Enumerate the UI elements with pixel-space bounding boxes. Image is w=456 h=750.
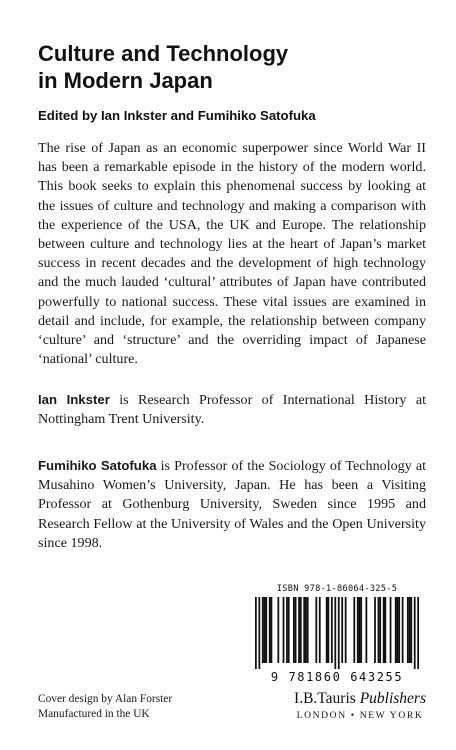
- barcode-bar: [409, 597, 411, 663]
- barcode-bars: [255, 597, 419, 669]
- author-bio-inkster: [38, 390, 426, 429]
- barcode-bar: [398, 597, 400, 663]
- publisher-imprint-word: Publishers: [359, 690, 426, 707]
- barcode-bar: [379, 597, 381, 663]
- book-title-line-1: Culture and Technology: [38, 41, 289, 66]
- barcode-bar: [374, 597, 376, 663]
- barcode-bar: [303, 597, 305, 663]
- barcode-bar: [271, 597, 273, 663]
- barcode-bar: [383, 597, 385, 663]
- author-bio-text: is Professor of the Sociology of Technology at Musahino Women’s University, Japan. He has been a Visiting Professor at Gothenburg University, Sweden since 1995 and Research Fellow at the University of Wales and the Open University since 1998.: [38, 458, 427, 551]
- barcode-bar: [307, 597, 309, 663]
- barcode-bar: [360, 597, 362, 663]
- barcode-bar: [277, 597, 279, 663]
- barcode-bar: [319, 597, 321, 663]
- barcode-bar: [357, 597, 359, 663]
- barcode-bar: [395, 597, 397, 663]
- book-title-line-2: in Modern Japan: [38, 68, 213, 93]
- barcode-bar: [414, 597, 416, 669]
- barcode-bar: [397, 597, 399, 663]
- barcode-bar: [262, 597, 264, 663]
- isbn-barcode: [247, 584, 427, 688]
- publisher-house: I.B.Tauris: [294, 690, 356, 707]
- isbn-label: ISBN 978-1-86064-325-5: [276, 584, 398, 594]
- barcode-bar: [305, 597, 307, 663]
- barcode-bar: [338, 597, 340, 669]
- production-credits: [38, 692, 172, 722]
- barcode-bar: [326, 597, 328, 663]
- barcode-bar: [255, 597, 257, 669]
- manufacture-note: Manufactured in the UK: [38, 708, 150, 720]
- author-name: Ian Inkster: [38, 392, 110, 407]
- barcode-digits: 9 781860 643255: [270, 670, 404, 684]
- barcode-bar: [407, 597, 409, 663]
- publisher-name: [294, 690, 426, 708]
- barcode-bar: [359, 597, 361, 663]
- publisher-imprint: [294, 690, 426, 721]
- barcode-bar: [295, 597, 297, 663]
- barcode-bar: [390, 597, 392, 663]
- author-name: Fumihiko Satofuka: [38, 458, 157, 473]
- barcode-bar: [300, 597, 302, 663]
- barcode-bar: [341, 597, 343, 663]
- barcode-bar: [334, 597, 336, 669]
- barcode-bar: [378, 597, 380, 663]
- barcode-bar: [365, 597, 367, 663]
- barcode-bar: [298, 597, 300, 663]
- book-title: [38, 40, 428, 94]
- cover-design-credit: Cover design by Alan Forster: [38, 693, 173, 705]
- barcode-bar: [384, 597, 386, 663]
- barcode-bar: [417, 597, 419, 669]
- barcode-bar: [286, 597, 288, 663]
- barcode-bar: [269, 597, 271, 663]
- barcode-bar: [315, 597, 317, 663]
- barcode-bar: [345, 597, 347, 663]
- barcode-bar: [258, 597, 260, 669]
- barcode-bar: [264, 597, 266, 663]
- author-bio-text: is Research Professor of International History at Nottingham Trent University.: [38, 392, 426, 428]
- barcode-bar: [293, 597, 295, 663]
- barcode-bar: [353, 597, 355, 663]
- barcode-bar: [402, 597, 404, 663]
- barcode-bar: [328, 597, 330, 663]
- book-blurb: The rise of Japan as an economic superpower since World War II has been a remarkable episode in the history of the modern world. This book seeks to explain this phenomenal success by looking at the issues of culture and technology and making a comparison with the experience of the USA, the UK and Europe. The relationship between culture and technology lies at the heart of Japan’s market success in recent decades and the development of high technology and the much lauded ‘cultural’ attributes of Japan have contributed powerfully to national success. These vital issues are examined in detail and include, for example, the relationship between company ‘culture’ and ‘structure’ and the overriding impact of Japanese ‘national’ culture.: [38, 140, 426, 368]
- barcode-bar: [331, 597, 333, 663]
- publisher-cities: LONDON • NEW YORK: [296, 710, 424, 721]
- barcode-bar: [288, 597, 290, 663]
- editors-credit: Edited by Ian Inkster and Fumihiko Satofuka: [38, 108, 316, 123]
- author-bio-satofuka: [38, 456, 426, 553]
- barcode-bar: [265, 597, 267, 663]
- barcode-bar: [410, 597, 412, 663]
- barcode-bar: [283, 597, 285, 663]
